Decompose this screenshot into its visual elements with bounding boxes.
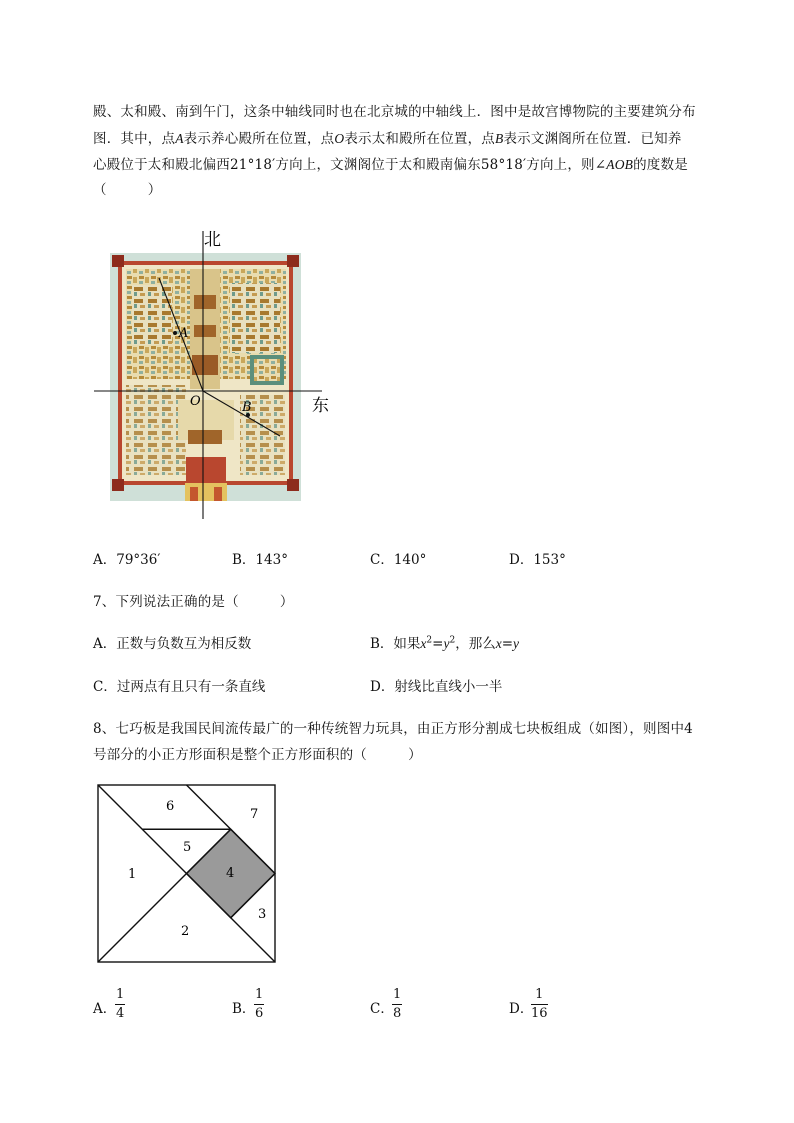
q6-option-b[interactable]: B．143° [232, 552, 288, 568]
point-o-name: O [334, 131, 345, 146]
q7-eq-1: = [432, 636, 444, 652]
q7-stem: 7、下列说法正确的是（ ） [93, 594, 294, 610]
tangram-label-7: 7 [250, 807, 259, 822]
tangram-figure [96, 783, 278, 965]
q6-line-1: 殿、太和殿、南到午门，这条中轴线同时也在北京城的中轴线上．图中是故宫博物院的主要建筑分布 [93, 104, 696, 120]
q8-option-d-letter[interactable]: D． [509, 1001, 534, 1017]
q8-option-b-fraction[interactable] [254, 988, 264, 1021]
tangram-label-5: 5 [183, 840, 192, 855]
q8-option-a-letter[interactable]: A． [93, 1001, 117, 1017]
q8-option-d-den: 16 [531, 1006, 548, 1021]
q8-option-a-den: 4 [116, 1006, 125, 1021]
q8-option-b-den: 6 [255, 1006, 264, 1021]
tangram-label-1: 1 [128, 867, 137, 882]
map-label-a: A [179, 326, 189, 341]
q7-exp-1: 2 [426, 635, 433, 646]
q8-option-b-letter[interactable]: B． [232, 1001, 256, 1017]
q8-option-c-den: 8 [393, 1006, 402, 1021]
q6-line-2-pre: 图．其中，点 [93, 131, 176, 147]
q6-option-c[interactable]: C．140° [370, 552, 427, 568]
q7-option-b[interactable] [370, 632, 519, 652]
q8-line-1: 8、七巧板是我国民间流传最广的一种传统智力玩具，由正方形分割成七块板组成（如图），则图中4 [93, 721, 693, 737]
tangram-label-4: 4 [226, 866, 235, 881]
q7-option-b-mid: ，那么 [455, 636, 496, 652]
point-b-name: B [495, 131, 504, 146]
east-label: 东 [312, 396, 329, 416]
q6-line-2-post: 表示文渊阁所在位置．已知养 [503, 131, 682, 147]
q7-option-a[interactable]: A．正数与负数互为相反数 [93, 636, 252, 652]
q7-option-c[interactable]: C．过两点有且只有一条直线 [93, 679, 266, 695]
q8-option-a-num: 1 [116, 987, 125, 1002]
q8-option-d-num: 1 [535, 987, 544, 1002]
q7-option-d[interactable]: D．射线比直线小一半 [370, 679, 503, 695]
q6-line-2 [93, 127, 682, 147]
q8-option-c-fraction[interactable] [392, 988, 402, 1021]
q7-exp-2: 2 [449, 635, 456, 646]
q7-var-y2: y [513, 636, 520, 651]
q6-line-3-pre: 心殿位于太和殿北偏西21°18′方向上，文渊阁位于太和殿南偏东58°18′方向上，则∠ [93, 157, 607, 173]
q8-option-b-num: 1 [255, 987, 264, 1002]
q6-line-2-mid1: 表示养心殿所在位置，点 [183, 131, 335, 147]
q8-option-c-num: 1 [393, 987, 402, 1002]
q6-line-2-mid2: 表示太和殿所在位置，点 [344, 131, 496, 147]
angle-name: AOB [606, 157, 634, 172]
q7-option-b-pre: B．如果 [370, 636, 421, 652]
point-a-dot [173, 331, 177, 335]
q8-option-c-letter[interactable]: C． [370, 1001, 394, 1017]
tangram-label-6: 6 [166, 799, 175, 814]
q6-line-3 [93, 153, 688, 173]
q8-line-2: 号部分的小正方形面积是整个正方形面积的（ ） [93, 747, 422, 763]
q6-option-a[interactable]: A．79°36′ [93, 552, 161, 568]
north-label: 北 [204, 230, 221, 250]
map-label-b: B [242, 400, 252, 415]
q8-option-a-fraction[interactable] [115, 988, 125, 1021]
q7-var-y: y [443, 636, 450, 651]
tangram-label-2: 2 [181, 924, 190, 939]
point-a-name: A [175, 131, 184, 146]
tangram-label-3: 3 [258, 907, 267, 922]
palace-map-figure [90, 225, 340, 525]
q6-line-3-post: 的度数是 [633, 157, 688, 173]
q8-option-d-fraction[interactable] [531, 988, 548, 1021]
q6-answer-blank: （ ） [93, 182, 162, 198]
map-label-o: O [190, 394, 201, 409]
q7-var-x: x [420, 636, 427, 651]
q6-option-d[interactable]: D．153° [509, 552, 566, 568]
q7-var-x2: x [495, 636, 502, 651]
q7-eq-2: = [501, 636, 514, 652]
